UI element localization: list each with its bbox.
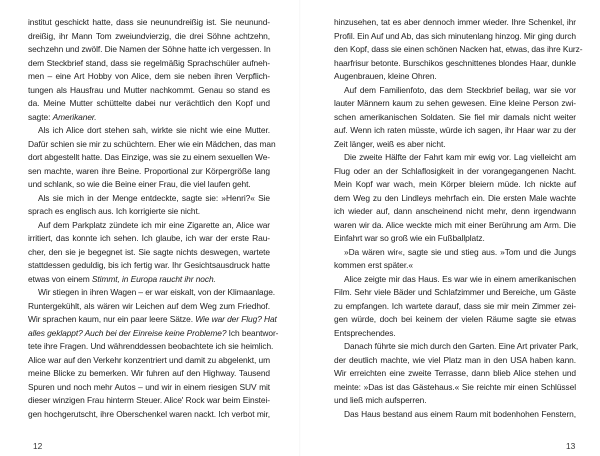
text-line <box>334 165 576 179</box>
italic-text: alles geklappt? Auch bei der Einreise keine Probleme? <box>28 327 227 338</box>
text-line <box>28 30 270 44</box>
text-line <box>334 97 576 111</box>
line-text: dort abgestellt hatte. Das Einzige, was sie zu einem sexuellen We- <box>28 152 270 162</box>
line-text: hinzusehen, tat es aber dennoch immer wieder. Ihre Schenkel, ihr <box>334 17 576 27</box>
text-line <box>334 111 576 125</box>
line-text: Auf dem Parkplatz zündete ich mir eine Zigarette an, Alice war <box>38 219 270 230</box>
line-text: sechzehn und zwölf. Die Namen der Söhne hatte ich vergessen. In <box>28 44 271 54</box>
line-text: und ließ mich aufsperren. <box>334 395 427 405</box>
line-text: Das Haus bestand aus einem Raum mit bodenhohen Fenstern, <box>344 408 576 419</box>
text-line <box>334 259 576 273</box>
text-line <box>28 138 276 152</box>
text-line <box>28 70 270 84</box>
text-line <box>334 70 576 84</box>
line-text: Wir stiegen in ihren Wagen – er war eiskalt, von der Klimaanlage. <box>38 287 276 297</box>
text-line <box>334 151 576 165</box>
text-line <box>334 16 576 30</box>
line-text: Spuren und noch mehr Autos – und wir in einem riesigen SUV mit <box>28 381 270 392</box>
line-text: sagte: <box>28 111 53 122</box>
text-line <box>334 138 576 152</box>
italic-text: Stimmt, in Europa raucht ihr noch. <box>91 273 216 284</box>
line-text: gen würde, doch bei keinem der vielen Räume sagte sie etwas <box>334 314 576 324</box>
line-text: Als sie mich in der Menge entdeckte, sagte sie: »Henri?« Sie <box>38 192 270 203</box>
line-text: Auf dem Familienfoto, das dem Steckbrief beilag, war sie vor <box>344 84 576 95</box>
text-line <box>334 394 576 408</box>
line-text: zu empfangen. Ich wartete darauf, dass sie mir mein Zimmer zei- <box>334 300 576 311</box>
text-line <box>334 232 576 246</box>
text-line <box>28 192 270 206</box>
line-text: Zeit länger, weiß es aber nicht. <box>334 138 446 149</box>
text-line <box>28 246 270 260</box>
line-text: waren wir da. Alice weckte mich mit einer Berührung am Arm. Die <box>334 219 576 230</box>
text-line <box>334 327 576 341</box>
gutter-shadow <box>299 0 301 456</box>
text-line <box>334 30 576 44</box>
line-text: Alice zeigte mir das Haus. Es war wie in einem amerikanischen <box>344 273 576 284</box>
line-text: ich wieder auf, dann anscheinend nicht mehr, denn irgendwann <box>334 206 576 216</box>
text-line <box>28 313 277 327</box>
text-line <box>28 340 274 354</box>
line-text: Film. Sehr viele Bäder und Schlafzimmer und Bereiche, um Gäste <box>334 287 576 297</box>
text-line <box>334 381 576 395</box>
text-line <box>334 300 576 314</box>
line-text: institut geschickt hatte, dass sie neunundreißig ist. Sie neunund- <box>28 17 270 27</box>
text-line <box>334 57 576 71</box>
text-line <box>334 354 576 368</box>
line-text: der deutlich machte, wie viel Platz man in den USA haben kann. <box>334 354 576 365</box>
text-line <box>28 165 270 179</box>
line-text: Profil. Ein Auf und Ab, das sich minutenlang hinzog. Mir ging durch <box>334 30 576 41</box>
text-line <box>28 84 270 98</box>
text-line <box>334 43 583 57</box>
text-line <box>28 151 270 165</box>
text-line <box>28 327 279 341</box>
line-text: »Da wären wir«, sagte sie und stieg aus. »Tom und die Jungs <box>344 246 576 257</box>
line-text: irritiert, das konnte ich sehen. Ich glaube, ich war der erste Rau- <box>28 233 270 243</box>
line-text: Augenbrauen, kleine Ohren. <box>334 71 437 81</box>
line-text: dem Weg zu den Lindleys mehrfach ein. Die ersten Male wachte <box>334 192 576 203</box>
text-line <box>28 300 270 314</box>
line-text: Mein Kopf war wach, mein Körper bleiern müde. Ich nickte auf <box>334 179 576 189</box>
line-text: Wir erreichten eine zweite Terrasse, dann blieb Alice stehen und <box>334 368 576 378</box>
line-text: men – eine Art Hobby von Alice, dem sie neben ihren Verpflich- <box>28 71 270 81</box>
line-text: Als ich Alice dort stehen sah, wirkte sie nicht wie eine Mutter. <box>38 125 270 135</box>
text-line <box>334 246 576 260</box>
text-line <box>28 259 270 273</box>
text-line <box>334 313 576 327</box>
line-text: Entsprechendes. <box>334 327 396 338</box>
text-line <box>334 367 576 381</box>
text-line <box>28 367 270 381</box>
line-text: etwas von einem <box>28 273 92 284</box>
italic-text: Amerikaner. <box>52 111 97 122</box>
text-line <box>28 97 270 111</box>
line-text: meinte: »Das ist das Gästehaus.« Sie reichte mir einen Schlüssel <box>334 381 576 392</box>
line-text: tungen als Hausfrau und Mutter nachkommt. Genau so stand es <box>28 84 270 95</box>
text-line <box>28 354 270 368</box>
text-line <box>28 408 270 422</box>
text-line <box>334 408 576 422</box>
text-line <box>334 84 576 98</box>
text-line <box>28 219 270 233</box>
right-page-text <box>334 16 583 421</box>
line-text: cher, den sie je begegnet ist. Sie sagte nichts deswegen, wartete <box>28 246 270 257</box>
text-line <box>28 273 270 287</box>
text-line <box>334 192 576 206</box>
text-line <box>334 178 576 192</box>
text-line <box>28 57 270 71</box>
text-line <box>334 286 576 300</box>
line-text: kommen erst später.« <box>334 260 413 270</box>
text-line <box>28 205 270 219</box>
text-line <box>28 232 270 246</box>
text-line <box>28 286 276 300</box>
line-text: da. Meine Mutter schüttelte dabei nur verächtlich den Kopf und <box>28 98 270 108</box>
line-text: Flug oder an der Schlaflosigkeit in der vorangegangenen Nacht. <box>334 165 576 176</box>
line-text: stattdessen geduldig, bis ich fertig war. Ihr Gesichtsausdruck hatte <box>28 260 270 270</box>
line-text: Wir sprachen kaum, nur ein paar leere Sätze. <box>28 314 196 324</box>
right-page-number: 13 <box>566 441 576 451</box>
line-text: dreißig, ihr Mann Tom zweiundvierzig, die drei Söhne achtzehn, <box>28 30 270 41</box>
text-line <box>334 219 576 233</box>
text-line <box>28 394 270 408</box>
text-line <box>28 381 270 395</box>
text-line <box>28 16 270 30</box>
line-text: tete ihre Fragen. Und währenddessen beobachtete ich sie heimlich. <box>28 341 274 351</box>
text-line <box>28 111 270 125</box>
text-line <box>28 124 270 138</box>
line-text: dieser winzigen Frau hinterm Steuer. Alice' Rock war beim Einstei- <box>28 395 270 405</box>
line-text: auf. Wenn ich raten müsste, würde ich sagen, ihr Haar war zu der <box>334 125 576 135</box>
text-line <box>334 340 579 354</box>
line-text: Einfahrt war so groß wie ein Fußballplatz. <box>334 233 485 243</box>
line-text: sen machte, waren ihre Beine. Proportional zur Körpergröße lang <box>28 165 270 176</box>
line-text: Die zweite Hälfte der Fahrt kam mir ewig vor. Lag vielleicht am <box>344 152 576 162</box>
line-text: meine Blicke zu bemerken. Wir fuhren auf den Highway. Tausend <box>28 368 270 378</box>
line-text: Alice war auf den Verkehr konzentriert und damit zu abgelenkt, um <box>28 354 270 365</box>
text-line <box>28 43 270 57</box>
line-text: Dafür schien sie mir zu schüchtern. Eher wie ein Mädchen, das man <box>28 138 276 149</box>
line-text: den Kopf, dass sie einen schönen Nacken hat, etwas, das ihre Kurz- <box>334 44 583 54</box>
line-text: und schlank, so wie die Beine einer Frau, die viel laufen geht. <box>28 179 251 189</box>
line-text: Runtergekühlt, als wären wir Leichen auf dem Weg zum Friedhof. <box>28 300 270 311</box>
line-text: gen hochgerutscht, ihre Oberschenkel waren nackt. Ich verbot mir, <box>28 408 270 419</box>
line-text: sprach es englisch aus. Ich korrigierte sie nicht. <box>28 206 200 216</box>
line-text: schen amerikanischen Soldaten. Sie fiel mir damals nicht weiter <box>334 111 576 122</box>
italic-text: Wie war der Flug? Hat <box>195 314 277 324</box>
line-text: dem Steckbrief stand, dass sie regelmäßig Sprachschüler aufneh- <box>28 57 270 68</box>
line-text: Ich beantwor- <box>226 327 279 338</box>
text-line <box>334 205 576 219</box>
text-line <box>334 273 576 287</box>
left-page-number: 12 <box>33 441 43 451</box>
left-page-text <box>28 16 279 421</box>
text-line <box>334 124 576 138</box>
line-text: haarfrisur betonte. Burschikos geschnittenes blondes Haar, dunkle <box>334 57 576 68</box>
line-text: lauter Männern kaum zu sehen gewesen. Eine kleine Person zwi- <box>334 98 576 108</box>
line-text: Danach führte sie mich durch den Garten. Eine Art privater Park, <box>344 341 579 351</box>
text-line <box>28 178 270 192</box>
